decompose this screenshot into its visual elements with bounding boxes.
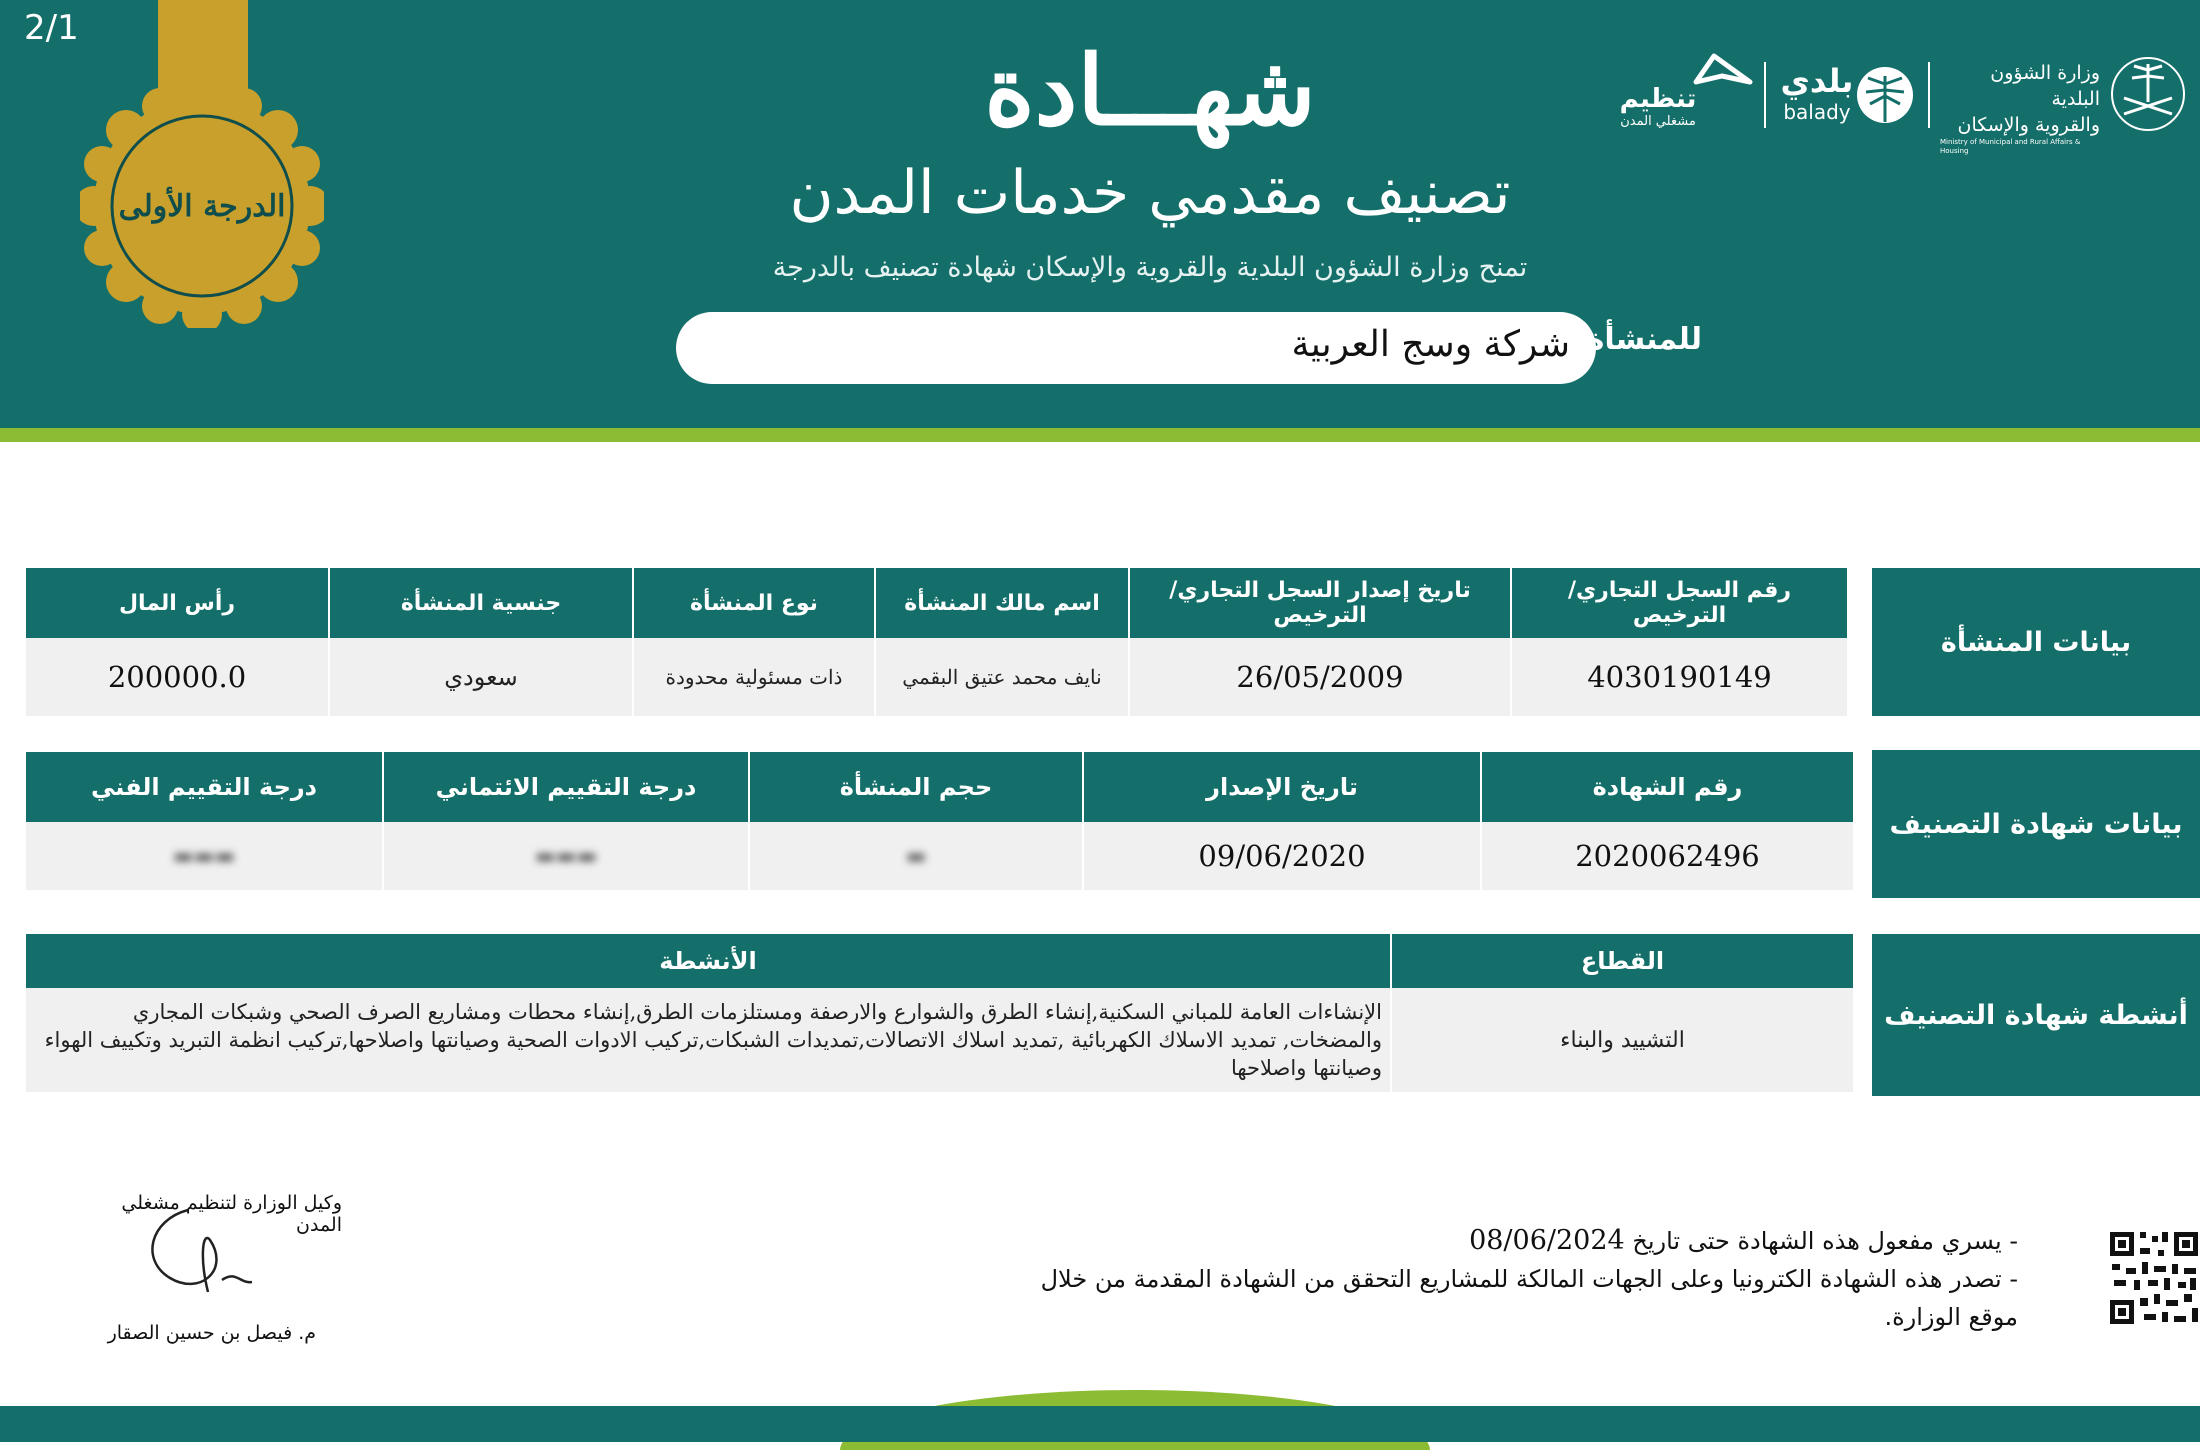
certificate-subtitle: تصنيف مقدمي خدمات المدن [789, 158, 1511, 228]
owner-name: نايف محمد عتيق البقمي [875, 638, 1129, 716]
credit-rating-redacted [383, 822, 749, 890]
column-header: رأس المال [25, 568, 329, 638]
establishment-name-box [676, 312, 1596, 384]
capital: 200000.0 [25, 638, 329, 716]
page-number: 2/1 [24, 8, 79, 48]
qr-code-icon [2108, 1228, 2200, 1328]
sector-value: التشييد والبناء [1391, 988, 1853, 1092]
validity-note-text: - يسري مفعول هذه الشهادة حتى تاريخ [1632, 1227, 2018, 1255]
classification-data-table [24, 752, 1853, 890]
column-header: جنسية المنشأة [329, 568, 633, 638]
grant-statement: تمنح وزارة الشؤون البلدية والقروية والإسكان شهادة تصنيف بالدرجة [772, 252, 1528, 283]
certificate-issue-date: 09/06/2020 [1083, 822, 1481, 890]
establishment-nationality: سعودي [329, 638, 633, 716]
table-row [25, 822, 1853, 890]
handwritten-signature [140, 1200, 320, 1320]
tanzim-logo-text: تنظيم [1619, 84, 1697, 114]
column-header: حجم المنشأة [749, 752, 1083, 822]
table-header-row [25, 934, 1853, 988]
redacted-value: ▬ [905, 843, 927, 869]
signatory-title: وكيل الوزارة لتنظيم مشغلي المدن [121, 1192, 342, 1236]
registration-issue-date: 26/05/2009 [1129, 638, 1511, 716]
logo-divider [1764, 62, 1766, 128]
table-header-row [25, 568, 1847, 638]
electronic-note: - تصدر هذه الشهادة الكترونيا وعلى الجهات المالكة للمشاريع التحقق من الشهادة المقدمة من خلال موقع الوزارة. [1040, 1265, 2018, 1331]
column-header: تاريخ إصدار السجل التجاري/ الترخيص [1129, 568, 1511, 638]
establishment-data-label: بيانات المنشأة [1872, 568, 2200, 716]
logo-divider-2 [1928, 62, 1930, 128]
redacted-value: ▬▬▬ [534, 843, 598, 869]
establishment-size-redacted [749, 822, 1083, 890]
header-divider [0, 428, 2200, 442]
certificate-title: شهـــادة [984, 34, 1316, 147]
column-header: نوع المنشأة [633, 568, 875, 638]
commercial-registration-number: 4030190149 [1511, 638, 1847, 716]
column-header: درجة التقييم الائتماني [383, 752, 749, 822]
ministry-english: Ministry of Municipal and Rural Affairs & Housing [1940, 138, 2081, 155]
column-header: درجة التقييم الفني [25, 752, 383, 822]
for-establishment-label: للمنشأة [1586, 322, 1702, 357]
saudi-emblem-icon [2108, 54, 2188, 134]
certificate-number: 2020062496 [1481, 822, 1853, 890]
column-header: رقم الشهادة [1481, 752, 1853, 822]
ministry-logo [1940, 60, 2100, 156]
ministry-line-1: وزارة الشؤون البلدية [1990, 62, 2100, 110]
redacted-value: ▬▬▬ [172, 843, 236, 869]
establishment-type: ذات مسئولية محدودة [633, 638, 875, 716]
column-header: الأنشطة [25, 934, 1391, 988]
technical-rating-redacted [25, 822, 383, 890]
classification-activities-label: أنشطة شهادة التصنيف [1872, 934, 2200, 1096]
column-header: اسم مالك المنشأة [875, 568, 1129, 638]
signatory-name: م. فيصل بن حسين الصقار [107, 1322, 316, 1344]
certificate-notes [1000, 1222, 2018, 1336]
table-row [25, 638, 1847, 716]
classification-activities-table [24, 934, 1853, 1092]
column-header: رقم السجل التجاري/ الترخيص [1511, 568, 1847, 638]
baladi-logo-english: balady [1783, 100, 1851, 124]
column-header: تاريخ الإصدار [1083, 752, 1481, 822]
ministry-line-2: والقروية والإسكان [1957, 114, 2100, 136]
classification-data-label: بيانات شهادة التصنيف [1872, 750, 2200, 898]
footer-band [0, 1406, 2200, 1442]
grade-seal-label: الدرجة الأولى [118, 188, 286, 224]
column-header: القطاع [1391, 934, 1853, 988]
tanzim-logo-subtext: مشغلي المدن [1620, 114, 1696, 129]
table-header-row [25, 752, 1853, 822]
table-row [25, 988, 1853, 1092]
activities-value: الإنشاءات العامة للمباني السكنية,إنشاء الطرق والشوارع والارصفة ومستلزمات الطرق,إنشاء محطات ومشاريع الصرف الصحي وشبكات المجاري والمضخات, تمديد الاسلاك الكهربائية ,تمديد اسلاك الاتصالات,تمديدات الشبكات,تركيب الادوات الصحية وصيانتها واصلاحها,تركيب انظمة التبريد وتكييف الهواء وصيانتها واصلاحها [25, 988, 1391, 1092]
establishment-name: شركة وسج العربية [1291, 324, 1570, 365]
establishment-data-table [24, 568, 1847, 716]
baladi-logo [1776, 62, 1858, 124]
validity-date: 08/06/2024 [1469, 1225, 1625, 1256]
validity-note [1000, 1222, 2018, 1260]
palm-icon [1856, 58, 1914, 132]
baladi-logo-arabic: بلدي [1780, 62, 1854, 100]
tanzim-arrow-icon [1692, 52, 1754, 102]
